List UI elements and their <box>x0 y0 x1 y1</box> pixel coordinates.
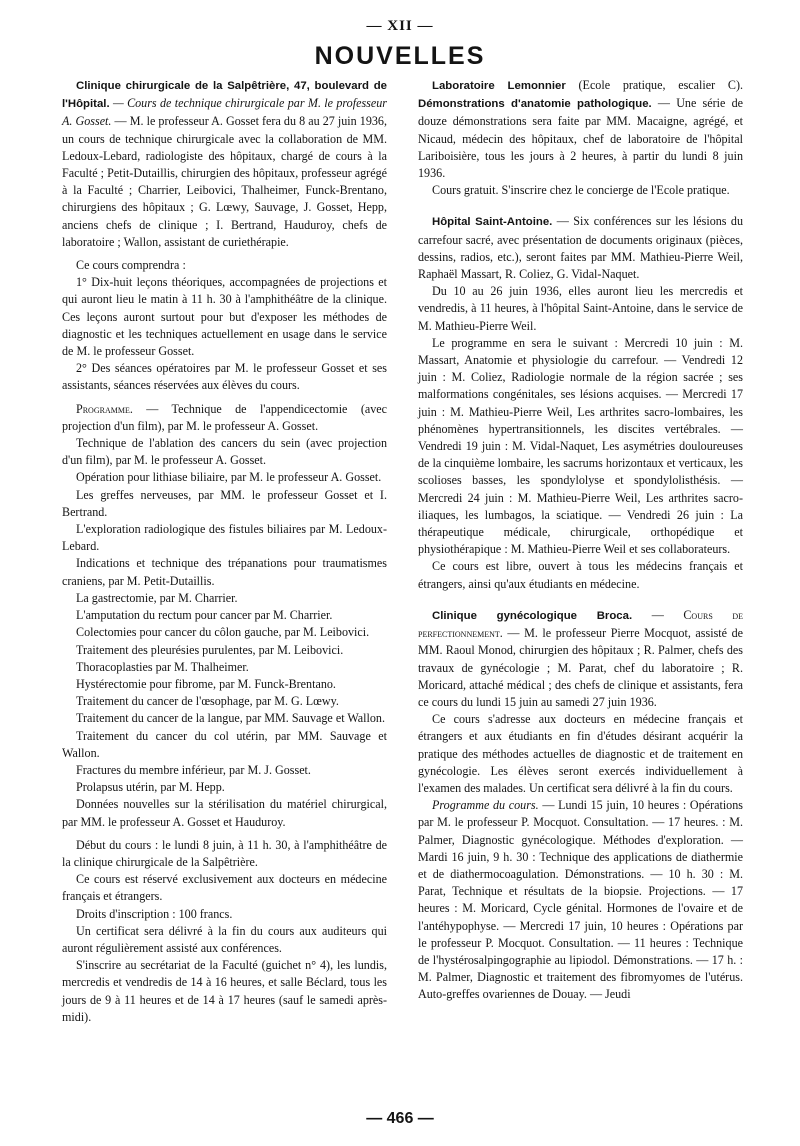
page-number: — 466 — <box>366 1110 434 1127</box>
operative-sessions: 2° Des séances opératoires par M. le professeur Gosset et ses assistants, séances réservées aux élèves du cours. <box>62 361 387 393</box>
program-item: L'amputation du rectum pour cancer par M. Charrier. <box>76 608 333 623</box>
article-columns <box>62 77 742 1095</box>
theory-lessons: 1° Dix-huit leçons théoriques, accompagnées de projections et qui auront lieu le matin à 11 h. 30 à l'amphithéâtre de la clinique. Ces leçons auront surtout pour but d'exposer les méthodes de diagnostic et les techniques actuellement en usage dans le service de M. le professeur Gosset. <box>62 275 387 359</box>
course-includes: Ce cours comprendra : <box>76 258 186 273</box>
program-item: Indications et technique des trépanations pour traumatismes craniens, par M. Petit-Dutaillis. <box>62 556 387 588</box>
eligibility: Ce cours est réservé exclusivement aux docteurs en médecine français et étrangers. <box>62 872 387 904</box>
program-item: Données nouvelles sur la stérilisation du matériel chirurgical, par MM. le professeur A. Gosset et Hauduroy. <box>62 797 387 829</box>
program-item: — Technique de l'appendicectomie (avec projection d'un film), par M. le professeur A. Gosset. <box>62 401 387 433</box>
start-date: Début du cours : le lundi 8 juin, à 11 h. 30, à l'amphithéâtre de la clinique chirurgicale de la Salpêtrière. <box>62 837 387 869</box>
registration: S'inscrire au secrétariat de la Faculté (guichet n° 4), les lundis, mercredis et vendredis de 14 à 16 heures, et salle Béclard, tous les jours de 9 à 11 heures et de 14 à 17 heures (sauf le samedi après-midi). <box>62 958 387 1024</box>
salpetriere-practical-info <box>62 837 387 1026</box>
saint-antoine-schedule: Du 10 au 26 juin 1936, elles auront lieu les mercredis et vendredis, à 11 heures, à l'hôpital Saint-Antoine, dans le service de M. Mathieu-Pierre Weil. <box>418 284 743 333</box>
program-item: Colectomies pour cancer du côlon gauche, par M. Leibovici. <box>76 625 370 640</box>
broca-program: — Lundi 15 juin, 10 heures : Opérations par M. le professeur P. Mocquot. Consultation. — 17 heures. : M. Palmer, Diagnostic gynécologique. Méthodes d'exploration. — Mardi 16 juin, 9 h. 30 : Technique des applications de diathermie et de diathermocoagulation. Démonstrations. — 10 h. 30 : M. Parat, Technique et résultats de la biopsie. Projections. — 17 heures : M. Moricard, Cycle génital. Hormones de l'ovaire et de l'antéhypophyse. — Mercredi 17 juin, 10 heures : Opérations par le professeur P. Mocquot. Consultation. — 11 heures : Technique de l'hystérosalpingographie au lipiodol. Démonstrations. — 17 h. : M. Palmer, Diagnostic et traitement des fibromyomes de l'utérus. Auto-greffes ovariennes de Douay. — Jeudi <box>418 798 743 1002</box>
lemonnier-registration: Cours gratuit. S'inscrire chez le concierge de l'Ecole pratique. <box>432 183 730 198</box>
certificate: Un certificat sera délivré à la fin du cours aux auditeurs qui auront régulièrement assisté aux conférences. <box>62 923 387 955</box>
salpetriere-program <box>62 401 387 831</box>
left-column <box>62 77 387 1032</box>
lemonnier-location: (Ecole pratique, escalier C). <box>565 78 743 92</box>
salpetriere-course-title: — Cours de technique chirurgicale par M. le professeur A. Gosset. <box>62 96 387 129</box>
broca-announcement <box>418 607 743 1004</box>
program-item: Prolapsus utérin, par M. Hepp. <box>76 780 225 795</box>
lemonnier-subheading: Démonstrations d'anatomie pathologique. <box>418 98 652 111</box>
broca-program-label: Programme du cours. <box>432 798 539 813</box>
broca-heading: Clinique gynécologique Broca. <box>432 609 633 622</box>
program-item: Fractures du membre inférieur, par M. J. Gosset. <box>76 762 311 777</box>
program-item: Traitement du cancer de la langue, par MM. Sauvage et Wallon. <box>76 711 386 726</box>
section-heading: NOUVELLES <box>314 42 486 70</box>
salpetriere-announcement <box>62 77 387 251</box>
program-item: Traitement du cancer de l'œsophage, par M. G. Lœwy. <box>76 694 339 709</box>
lemonnier-heading: Laboratoire Lemonnier <box>432 80 566 92</box>
saint-antoine-access: Ce cours est libre, ouvert à tous les médecins français et étrangers, ainsi qu'aux étudiants en médecine. <box>418 559 743 591</box>
program-item: Traitement des pleurésies purulentes, par M. Leibovici. <box>76 642 344 657</box>
fees: Droits d'inscription : 100 francs. <box>76 906 233 921</box>
saint-antoine-program: Le programme en sera le suivant : Mercredi 10 juin : M. Massart, Anatomie et physiologie du carrefour. — Vendredi 12 juin : M. Coliez, Radiologie normale de la région sacrée ; ses malformations congénitales, ses lésions acquises. — Mercredi 17 juin : M. Mathieu-Pierre Weil, Les arthrites sacro-lombaires, les phénomènes hypertransitionnels, les discites vertébrales. — Vendredi 19 juin : M. Vidal-Naquet, Les asymétries douloureuses de la cinquième lombaire, les sacrums horizontaux et verticaux, les scolioses basses, les spondylolyse et spondylolisthésis. — Mercredi 24 juin : M. Mathieu-Pierre Weil, Les arthrites sacro-iliaques, les lumbagos, la sciatique. — Vendredi 26 juin : La thérapeutique médicale, chirurgicale, orthopédique et physiothérapique : M. Mathieu-Pierre Weil et ses collaborateurs. <box>418 335 743 557</box>
page-number-roman: — XII — <box>366 18 434 34</box>
salpetriere-body: — M. le professeur A. Gosset fera du 8 au 27 juin 1936, un cours de technique chirurgicale avec la collaboration de MM. Ledoux-Lebard, radiologiste des hôpitaux, chargé de cours à la Faculté ; Petit-Dutaillis, chirurgien des hôpitaux, professeur agrégé à la Faculté ; Charrier, Leibovici, Thalheimer, Funck-Brentano, chirurgiens des hôpitaux ; G. Lœwy, Sauvage, J. Gosset, Hepp, anciens chefs de clinique ; I. Bertrand, Hauduroy, chefs de laboratoire ; Wallon, assistant de curiethérapie. <box>62 114 387 249</box>
program-item: L'exploration radiologique des fistules biliaires par M. Ledoux-Lebard. <box>62 522 387 554</box>
broca-body: — M. le professeur Pierre Mocquot, assisté de MM. Raoul Monod, chirurgien des hôpitaux ; R. Palmer, chefs des travaux de gynécologie ; M. Parat, chef du laboratoire ; R. Moricard, attaché médical ; des chefs de clinique et assistants, fera ce cours du lundi 15 juin au samedi 27 juin 1936. <box>418 626 743 709</box>
broca-audience: Ce cours s'adresse aux docteurs en médecine français et étrangers et aux étudiants en fin d'études désirant acquérir la pratique des méthodes actuelles de diagnostic et de traitement en gynécologie. Les élèves seront exercés individuellement à l'examen des malades. Un certificat sera délivré à la fin du cours. <box>418 712 743 795</box>
program-item: Thoracoplasties par M. Thalheimer. <box>76 659 249 674</box>
saint-antoine-heading: Hôpital Saint-Antoine. <box>432 216 553 229</box>
broca-course-type: — Cours de perfectionnement. <box>418 607 743 641</box>
program-item: Les greffes nerveuses, par MM. le professeur Gosset et I. Bertrand. <box>62 487 387 519</box>
saint-antoine-body: — Six conférences sur les lésions du carrefour sacré, avec présentation de documents originaux (pièces, dessins, radios, etc.), seront faites par MM. Mathieu-Pierre Weil, Raphaël Massart, R. Coliez, G. Vidal-Naquet. <box>418 214 743 282</box>
program-item: Technique de l'ablation des cancers du sein (avec projection d'un film), par M. le professeur A. Gosset. <box>62 436 387 468</box>
lemonnier-body: — Une série de douze démonstrations sera faite par MM. Macaigne, agrégé, et Nicaud, médecin des hôpitaux, chef de laboratoire de l'hôpital Lariboisière, tous les jours à 2 heures, à partir du lundi 8 juin 1936. <box>418 96 743 181</box>
right-column <box>418 77 743 1010</box>
program-item: La gastrectomie, par M. Charrier. <box>76 590 238 605</box>
program-item: Hystérectomie pour fibrome, par M. Funck-Brentano. <box>76 676 336 691</box>
saint-antoine-announcement <box>418 213 743 592</box>
program-item: Opération pour lithiase biliaire, par M. le professeur A. Gosset. <box>76 470 382 485</box>
salpetriere-contents <box>62 257 387 395</box>
program-item: Traitement du cancer du col utérin, par MM. Sauvage et Wallon. <box>62 728 387 760</box>
salpetriere-heading: Clinique chirurgicale de la Salpêtrière, 47, boulevard de l'Hôpital. <box>62 80 387 111</box>
program-label: Programme. <box>76 401 133 416</box>
lemonnier-announcement <box>418 77 743 199</box>
